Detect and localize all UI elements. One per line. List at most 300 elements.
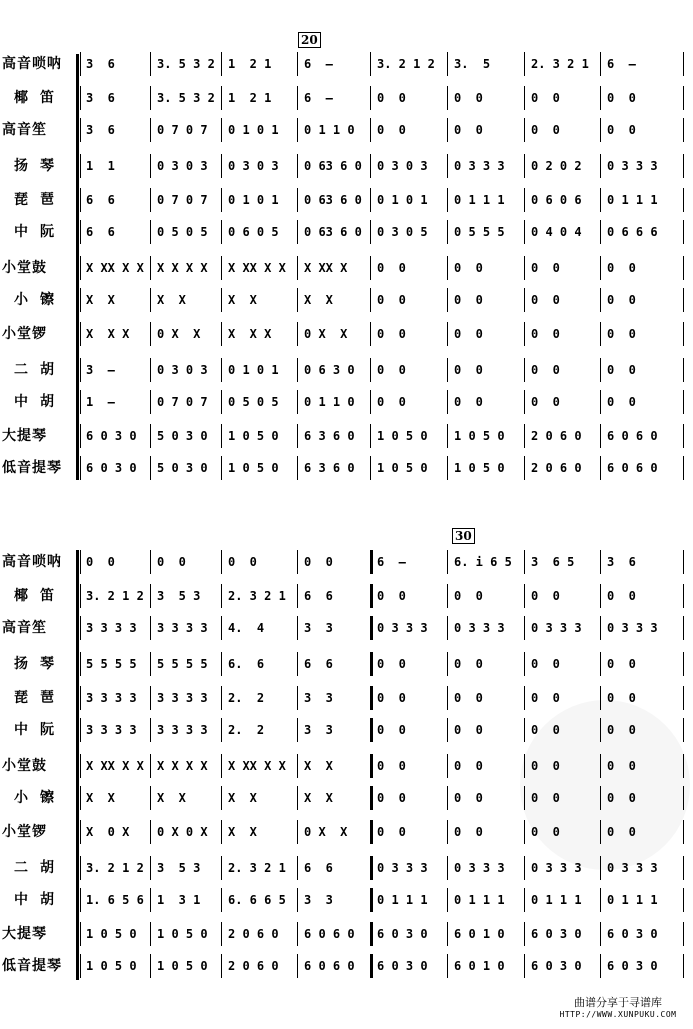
measure-notes: 0 3 0 3 xyxy=(157,363,208,377)
staff-row xyxy=(0,114,693,146)
double-barline xyxy=(370,686,373,710)
barline xyxy=(80,786,81,810)
double-barline xyxy=(370,786,373,810)
barline xyxy=(370,358,371,382)
measure-notes: 3. 2 1 2 xyxy=(86,861,144,875)
measure-notes: 0 7 0 7 xyxy=(157,123,208,137)
barline xyxy=(683,718,684,742)
barline xyxy=(683,456,684,480)
footer-title: 曲谱分享于寻谱库 xyxy=(574,996,662,1009)
barline xyxy=(600,424,601,448)
measure-notes: 0 0 xyxy=(377,123,406,137)
barline xyxy=(600,456,601,480)
barline xyxy=(221,256,222,280)
staff-row xyxy=(0,682,693,714)
double-barline xyxy=(370,754,373,778)
barline xyxy=(447,52,448,76)
measure-notes: X X xyxy=(304,791,333,805)
measure-notes: 0 0 xyxy=(531,657,560,671)
instrument-name: 小堂锣 xyxy=(2,824,47,840)
measure-notes: 6 0 1 0 xyxy=(454,959,505,973)
barline xyxy=(524,188,525,212)
barline xyxy=(683,322,684,346)
measure-notes: 0 0 xyxy=(454,589,483,603)
instrument-name: 高音唢呐 xyxy=(2,56,62,72)
instrument-name: 小堂鼓 xyxy=(2,758,47,774)
measure-notes: 0 3 3 3 xyxy=(454,159,505,173)
staff-row xyxy=(0,918,693,950)
measure-notes: 0 0 xyxy=(607,363,636,377)
barline xyxy=(297,256,298,280)
barline xyxy=(683,154,684,178)
measure-notes: 0 6 0 6 xyxy=(531,193,582,207)
instrument-name: 扬琴 xyxy=(14,656,66,672)
barline xyxy=(683,686,684,710)
footer-url[interactable]: HTTP://WWW.XUNPUKU.COM xyxy=(559,1010,677,1019)
measure-notes: 0 0 xyxy=(377,395,406,409)
barline xyxy=(80,358,81,382)
measure-notes: 3 6 xyxy=(86,91,115,105)
barline xyxy=(80,424,81,448)
barline xyxy=(221,358,222,382)
measure-notes: X X xyxy=(304,293,333,307)
measure-notes: 0 0 xyxy=(454,261,483,275)
measure-notes: 0 0 xyxy=(377,791,406,805)
measure-notes: 3. 2 1 2 xyxy=(86,589,144,603)
barline xyxy=(683,288,684,312)
measure-notes: 0 6 0 5 xyxy=(228,225,279,239)
barline xyxy=(447,154,448,178)
measure-notes: 2 0 6 0 xyxy=(228,959,279,973)
measure-notes: 0 0 xyxy=(377,759,406,773)
measure-notes: 1 – xyxy=(86,395,115,409)
barline xyxy=(221,718,222,742)
measure-notes: 0 0 xyxy=(377,723,406,737)
measure-notes: 3 6 xyxy=(86,57,115,71)
barline xyxy=(221,686,222,710)
measure-notes: 6 3 6 0 xyxy=(304,429,355,443)
barline xyxy=(600,888,601,912)
barline xyxy=(150,188,151,212)
measure-notes: X X X X xyxy=(157,759,208,773)
barline xyxy=(150,820,151,844)
measure-notes: 0 0 xyxy=(607,327,636,341)
measure-notes: 0 0 xyxy=(377,657,406,671)
measure-notes: 0 63 6 0 xyxy=(304,159,362,173)
barline xyxy=(80,754,81,778)
barline xyxy=(524,358,525,382)
barline xyxy=(683,786,684,810)
staff-row xyxy=(0,580,693,612)
barline xyxy=(370,188,371,212)
measure-notes: 0 X X xyxy=(304,327,348,341)
measure-notes: 0 7 0 7 xyxy=(157,395,208,409)
instrument-name: 椰笛 xyxy=(14,588,66,604)
barline xyxy=(524,550,525,574)
barline xyxy=(80,856,81,880)
barline xyxy=(80,118,81,142)
barline xyxy=(600,256,601,280)
measure-notes: 0 1 0 1 xyxy=(228,363,279,377)
measure-notes: 0 0 xyxy=(607,293,636,307)
barline xyxy=(297,322,298,346)
barline xyxy=(370,220,371,244)
measure-notes: 6. 6 xyxy=(228,657,265,671)
measure-notes: 0 0 xyxy=(607,723,636,737)
barline xyxy=(600,686,601,710)
measure-notes: 0 0 xyxy=(377,691,406,705)
barline xyxy=(447,820,448,844)
barline xyxy=(683,584,684,608)
measure-notes: 0 0 xyxy=(377,589,406,603)
measure-notes: 1 3 1 xyxy=(157,893,201,907)
measure-notes: 1 0 5 0 xyxy=(377,429,428,443)
staff-row xyxy=(0,750,693,782)
staff-row xyxy=(0,82,693,114)
measure-notes: 2. 2 xyxy=(228,723,265,737)
barline xyxy=(524,118,525,142)
measure-notes: X X xyxy=(228,791,257,805)
barline xyxy=(683,256,684,280)
barline xyxy=(600,652,601,676)
barline xyxy=(370,118,371,142)
barline xyxy=(297,390,298,414)
measure-notes: 3 3 xyxy=(304,723,333,737)
measure-notes: X X X xyxy=(86,327,130,341)
staff-row xyxy=(0,284,693,316)
measure-notes: 0 0 xyxy=(377,261,406,275)
measure-notes: 1 0 5 0 xyxy=(228,461,279,475)
measure-notes: 0 1 1 0 xyxy=(304,123,355,137)
measure-notes: 0 0 xyxy=(377,91,406,105)
barline xyxy=(297,954,298,978)
barline xyxy=(150,456,151,480)
barline xyxy=(221,616,222,640)
measure-notes: 1 0 5 0 xyxy=(454,429,505,443)
staff-row xyxy=(0,816,693,848)
measure-notes: 0 7 0 7 xyxy=(157,193,208,207)
measure-notes: 2 0 6 0 xyxy=(228,927,279,941)
barline xyxy=(150,786,151,810)
measure-notes: X X xyxy=(228,825,257,839)
measure-notes: 0 0 xyxy=(377,327,406,341)
measure-notes: 3 3 xyxy=(304,691,333,705)
barline xyxy=(221,786,222,810)
barline xyxy=(221,954,222,978)
measure-notes: 6 0 3 0 xyxy=(531,927,582,941)
instrument-name: 小镲 xyxy=(14,292,66,308)
measure-notes: 0 0 xyxy=(377,293,406,307)
barline xyxy=(447,954,448,978)
measure-notes: 6 0 1 0 xyxy=(454,927,505,941)
barline xyxy=(221,888,222,912)
instrument-name: 小镲 xyxy=(14,790,66,806)
barline xyxy=(221,188,222,212)
instrument-name: 高音笙 xyxy=(2,122,47,138)
measure-notes: 6 0 6 0 xyxy=(607,429,658,443)
measure-notes: 6 – xyxy=(304,57,333,71)
barline xyxy=(150,154,151,178)
measure-notes: 3 5 3 xyxy=(157,589,201,603)
barline xyxy=(297,888,298,912)
instrument-name: 琵琶 xyxy=(14,192,66,208)
measure-notes: 0 X X xyxy=(304,825,348,839)
measure-notes: 0 1 1 1 xyxy=(377,893,428,907)
measure-notes: 0 0 xyxy=(607,261,636,275)
barline xyxy=(683,954,684,978)
measure-notes: 6. i 6 5 xyxy=(454,555,512,569)
barline xyxy=(297,86,298,110)
measure-notes: 3 3 xyxy=(304,621,333,635)
staff-row xyxy=(0,884,693,916)
barline xyxy=(221,856,222,880)
staff-row xyxy=(0,184,693,216)
measure-notes: 3. 2 1 2 xyxy=(377,57,435,71)
barline xyxy=(80,220,81,244)
measure-notes: 4. 4 xyxy=(228,621,265,635)
barline xyxy=(600,754,601,778)
barline xyxy=(297,584,298,608)
barline xyxy=(297,686,298,710)
barline xyxy=(297,424,298,448)
measure-notes: 0 0 xyxy=(377,825,406,839)
barline xyxy=(683,86,684,110)
measure-notes: 0 0 xyxy=(454,759,483,773)
instrument-name: 二胡 xyxy=(14,860,66,876)
measure-notes: 5 0 3 0 xyxy=(157,461,208,475)
instrument-name: 中阮 xyxy=(14,722,66,738)
measure-notes: 0 63 6 0 xyxy=(304,225,362,239)
staff-row xyxy=(0,452,693,484)
barline xyxy=(524,686,525,710)
barline xyxy=(600,288,601,312)
barline xyxy=(683,616,684,640)
measure-notes: 3 – xyxy=(86,363,115,377)
staff-row xyxy=(0,612,693,644)
barline xyxy=(370,288,371,312)
measure-notes: 1 0 5 0 xyxy=(86,927,137,941)
measure-notes: 1. 6 5 6 xyxy=(86,893,144,907)
barline xyxy=(447,322,448,346)
barline xyxy=(600,786,601,810)
measure-notes: X 0 X xyxy=(86,825,130,839)
barline xyxy=(447,550,448,574)
barline xyxy=(221,390,222,414)
measure-notes: 0 0 xyxy=(377,363,406,377)
barline xyxy=(150,652,151,676)
measure-notes: 0 0 xyxy=(531,825,560,839)
measure-notes: 0 X X xyxy=(157,327,201,341)
barline xyxy=(524,888,525,912)
measure-notes: 3. 5 3 2 xyxy=(157,57,215,71)
barline xyxy=(80,686,81,710)
measure-notes: 6 0 6 0 xyxy=(304,927,355,941)
measure-notes: 6 6 xyxy=(86,193,115,207)
barline xyxy=(80,954,81,978)
measure-notes: 1 0 5 0 xyxy=(454,461,505,475)
measure-notes: 2 0 6 0 xyxy=(531,429,582,443)
barline xyxy=(370,424,371,448)
measure-notes: 6 – xyxy=(304,91,333,105)
barline xyxy=(447,686,448,710)
barline xyxy=(370,52,371,76)
barline xyxy=(447,584,448,608)
barline xyxy=(80,820,81,844)
barline xyxy=(447,786,448,810)
barline xyxy=(221,652,222,676)
barline xyxy=(80,390,81,414)
barline xyxy=(297,188,298,212)
measure-notes: 0 0 xyxy=(531,123,560,137)
measure-notes: 0 0 xyxy=(531,91,560,105)
measure-notes: 0 0 xyxy=(304,555,333,569)
barline xyxy=(600,118,601,142)
measure-notes: 0 1 1 0 xyxy=(304,395,355,409)
barline xyxy=(600,718,601,742)
staff-row xyxy=(0,252,693,284)
measure-notes: 0 1 0 1 xyxy=(377,193,428,207)
barline xyxy=(150,288,151,312)
barline xyxy=(683,52,684,76)
measure-notes: 3 6 5 xyxy=(531,555,575,569)
measure-notes: 5 0 3 0 xyxy=(157,429,208,443)
barline xyxy=(600,616,601,640)
measure-notes: 0 0 xyxy=(607,657,636,671)
measure-notes: 0 3 3 3 xyxy=(531,861,582,875)
measure-notes: 3 3 3 3 xyxy=(157,621,208,635)
measure-notes: X X xyxy=(157,791,186,805)
barline xyxy=(370,256,371,280)
instrument-name: 椰笛 xyxy=(14,90,66,106)
instrument-name: 大提琴 xyxy=(2,926,47,942)
barline xyxy=(297,718,298,742)
measure-notes: 3 3 xyxy=(304,893,333,907)
barline xyxy=(683,424,684,448)
barline xyxy=(297,118,298,142)
measure-notes: 0 0 xyxy=(531,791,560,805)
barline xyxy=(297,288,298,312)
barline xyxy=(524,288,525,312)
instrument-name: 大提琴 xyxy=(2,428,47,444)
barline xyxy=(297,856,298,880)
barline xyxy=(297,220,298,244)
barline xyxy=(221,220,222,244)
measure-notes: 0 0 xyxy=(607,825,636,839)
barline xyxy=(150,888,151,912)
barline xyxy=(80,584,81,608)
barline xyxy=(600,52,601,76)
measure-notes: 0 0 xyxy=(607,589,636,603)
measure-notes: 0 1 0 1 xyxy=(228,193,279,207)
measure-notes: X XX X xyxy=(304,261,348,275)
double-barline xyxy=(370,652,373,676)
barline xyxy=(80,256,81,280)
barline xyxy=(447,652,448,676)
measure-notes: X XX X X xyxy=(86,261,144,275)
barline xyxy=(150,52,151,76)
measure-notes: 0 2 0 2 xyxy=(531,159,582,173)
measure-notes: 6 – xyxy=(377,555,406,569)
barline xyxy=(150,390,151,414)
barline xyxy=(600,390,601,414)
barline xyxy=(297,786,298,810)
measure-notes: 0 3 0 5 xyxy=(377,225,428,239)
barline xyxy=(150,954,151,978)
measure-notes: 5 5 5 5 xyxy=(157,657,208,671)
barline xyxy=(150,86,151,110)
barline xyxy=(150,856,151,880)
barline xyxy=(297,922,298,946)
barline xyxy=(80,652,81,676)
barline xyxy=(80,456,81,480)
barline xyxy=(297,456,298,480)
barline xyxy=(297,652,298,676)
barline xyxy=(524,856,525,880)
measure-notes: 6 0 6 0 xyxy=(304,959,355,973)
barline xyxy=(80,922,81,946)
barline xyxy=(600,86,601,110)
barline xyxy=(683,652,684,676)
barline xyxy=(447,358,448,382)
instrument-name: 扬琴 xyxy=(14,158,66,174)
staff-row xyxy=(0,950,693,982)
barline xyxy=(447,256,448,280)
measure-notes: 1 0 5 0 xyxy=(86,959,137,973)
measure-notes: 0 3 3 3 xyxy=(377,621,428,635)
measure-notes: 0 3 3 3 xyxy=(531,621,582,635)
measure-notes: 1 2 1 xyxy=(228,57,272,71)
barline xyxy=(221,456,222,480)
barline xyxy=(600,954,601,978)
measure-notes: 6 6 xyxy=(304,657,333,671)
measure-notes: 0 0 xyxy=(531,723,560,737)
barline xyxy=(221,754,222,778)
measure-notes: 0 1 1 1 xyxy=(531,893,582,907)
measure-notes: 2. 3 2 1 xyxy=(531,57,589,71)
measure-notes: X X xyxy=(157,293,186,307)
measure-notes: 6 0 3 0 xyxy=(86,461,137,475)
measure-notes: 0 0 xyxy=(454,123,483,137)
barline xyxy=(447,390,448,414)
measure-notes: 3 3 3 3 xyxy=(86,723,137,737)
measure-notes: 0 0 xyxy=(531,293,560,307)
barline xyxy=(524,390,525,414)
measure-notes: 0 0 xyxy=(531,261,560,275)
measure-notes: 0 6 6 6 xyxy=(607,225,658,239)
barline xyxy=(600,358,601,382)
measure-notes: 6 0 3 0 xyxy=(607,959,658,973)
measure-notes: 0 4 0 4 xyxy=(531,225,582,239)
instrument-name: 低音提琴 xyxy=(2,958,62,974)
barline xyxy=(600,322,601,346)
measure-notes: 6. 6 6 5 xyxy=(228,893,286,907)
measure-notes: 0 3 3 3 xyxy=(454,621,505,635)
barline xyxy=(150,358,151,382)
measure-notes: 0 0 xyxy=(454,691,483,705)
barline xyxy=(150,718,151,742)
measure-notes: 0 3 3 3 xyxy=(607,159,658,173)
measure-notes: 0 63 6 0 xyxy=(304,193,362,207)
measure-notes: 0 0 xyxy=(454,723,483,737)
barline xyxy=(150,256,151,280)
staff-row xyxy=(0,420,693,452)
instrument-name: 琵琶 xyxy=(14,690,66,706)
measure-notes: 3 5 3 xyxy=(157,861,201,875)
barline xyxy=(683,358,684,382)
measure-notes: 3 3 3 3 xyxy=(157,691,208,705)
measure-notes: 0 0 xyxy=(607,791,636,805)
measure-notes: 0 0 xyxy=(607,395,636,409)
